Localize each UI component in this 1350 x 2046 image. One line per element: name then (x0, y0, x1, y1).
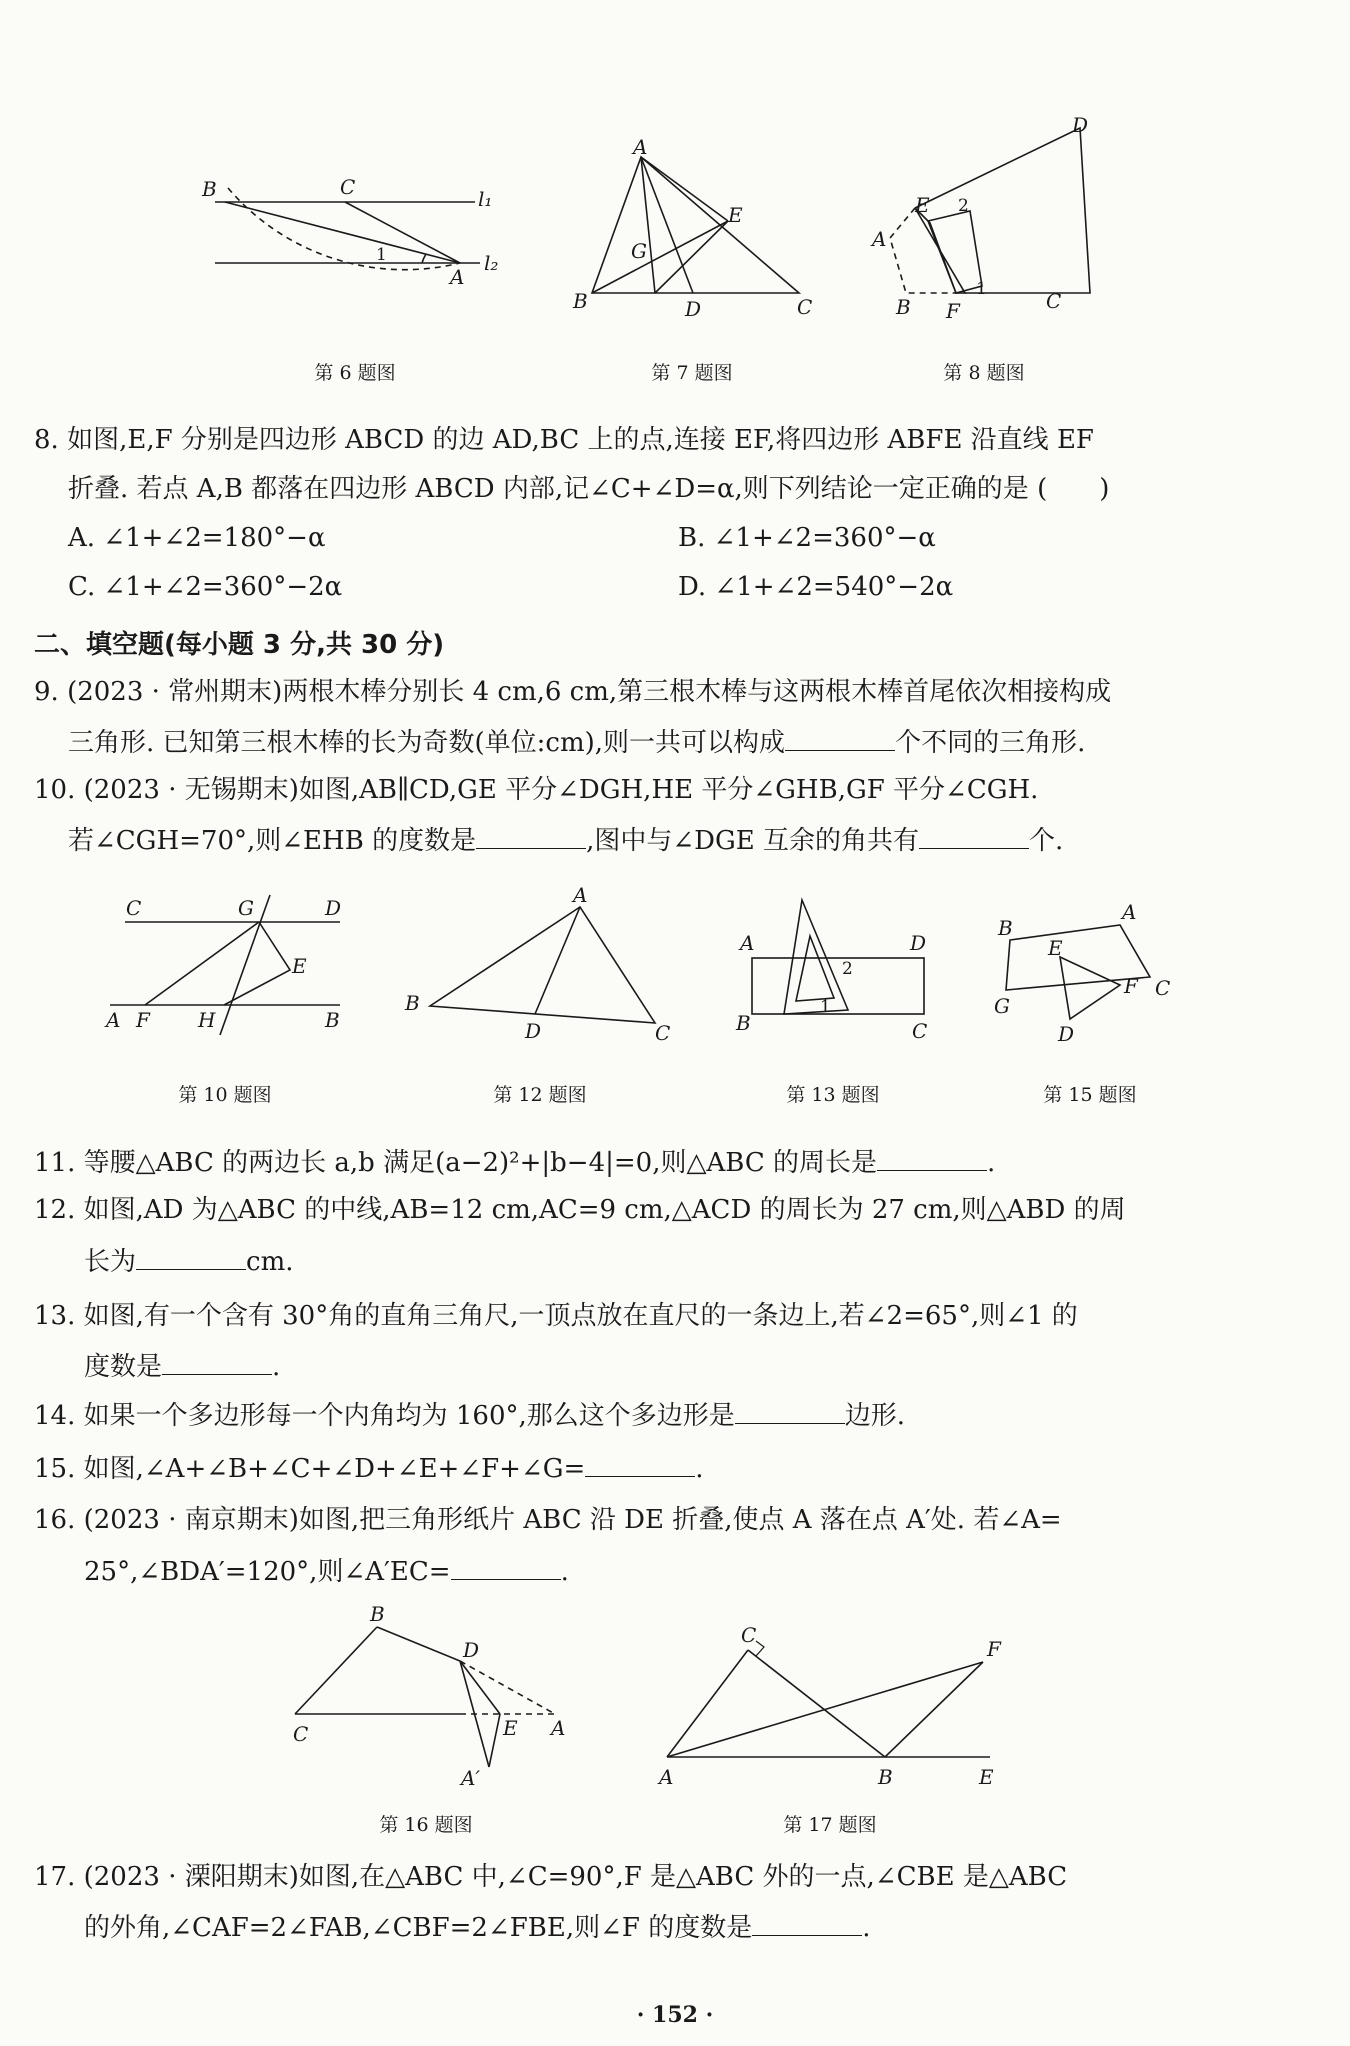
q15-text-a: 15. 如图,∠A+∠B+∠C+∠D+∠E+∠F+∠G= (34, 1454, 586, 1484)
figure-6-diagram (190, 160, 530, 350)
figure-6 (190, 160, 530, 350)
question-8-option-b: B. ∠1+∠2=360°−α (678, 523, 936, 553)
f12-label-C: C (655, 1021, 671, 1045)
q15-text-b: . (695, 1454, 704, 1484)
question-16-line-1: 16. (2023 · 南京期末)如图,把三角形纸片 ABC 沿 DE 折叠,使点 A 落在点 A′处. 若∠A= (34, 1505, 1062, 1535)
q12-answer-blank[interactable] (136, 1243, 246, 1270)
q17-answer-blank[interactable] (752, 1909, 862, 1936)
question-10-line-2 (68, 822, 1063, 858)
figure-16-diagram (285, 1602, 595, 1790)
figure-6-caption: 第 6 题图 (314, 362, 396, 384)
q11-text-a: 11. 等腰△ABC 的两边长 a,b 满足(a−2)²+|b−4|=0,则△ABC 的周长是 (34, 1148, 877, 1178)
figure-16-caption: 第 16 题图 (379, 1814, 473, 1836)
q14-answer-blank[interactable] (735, 1397, 845, 1424)
f16-label-E: E (503, 1716, 518, 1740)
question-15 (34, 1450, 704, 1486)
q13-text-a: 度数是 (84, 1352, 163, 1382)
page-number: · 152 · (636, 2002, 714, 2028)
question-10-line-1: 10. (2023 · 无锡期末)如图,AB∥CD,GE 平分∠DGH,HE 平分∠GHB,GF 平分∠CGH. (34, 775, 1039, 805)
f17-label-E: E (979, 1765, 994, 1789)
f10-label-F: F (136, 1008, 150, 1032)
question-13-line-2 (84, 1348, 280, 1384)
q9-text-b: 个不同的三角形. (895, 728, 1086, 758)
figure-17 (655, 1620, 1025, 1795)
q13-text-b: . (272, 1352, 281, 1382)
f13-label-A: A (740, 931, 755, 955)
question-8-line-2: 折叠. 若点 A,B 都落在四边形 ABCD 内部,记∠C+∠D=α,则下列结论一定正确的是 ( ) (68, 474, 1110, 504)
f6-label-B: B (202, 177, 217, 201)
f16-label-B: B (370, 1602, 385, 1626)
f8-label-C: C (1046, 289, 1062, 313)
f6-label-C: C (340, 175, 356, 199)
q10-text-a: 若∠CGH=70°,则∠EHB 的度数是 (68, 826, 477, 856)
q14-text-a: 14. 如果一个多边形每一个内角均为 160°,那么这个多边形是 (34, 1401, 735, 1431)
f7-label-E: E (728, 203, 743, 227)
f8-label-2: 2 (958, 196, 969, 216)
q12-text-b: cm. (246, 1247, 294, 1277)
figure-12-caption: 第 12 题图 (493, 1084, 587, 1106)
f13-label-2: 2 (842, 959, 853, 979)
f12-label-B: B (405, 991, 420, 1015)
section-2-title: 二、填空题(每小题 3 分,共 30 分) (34, 630, 445, 660)
f17-label-F: F (987, 1637, 1001, 1661)
figure-13-caption: 第 13 题图 (786, 1084, 880, 1106)
f7-label-D: D (685, 297, 702, 321)
f7-label-G: G (631, 239, 647, 263)
question-11 (34, 1144, 995, 1180)
f10-label-E: E (292, 954, 307, 978)
f13-label-D: D (910, 931, 927, 955)
figure-13 (730, 890, 950, 1043)
question-8-option-a: A. ∠1+∠2=180°−α (68, 523, 326, 553)
q10-answer-blank-1[interactable] (476, 822, 586, 849)
f10-label-B: B (325, 1008, 340, 1032)
f8-label-1: 1 (976, 279, 987, 299)
f6-label-l2: l₂ (484, 251, 499, 275)
q17-text-b: . (862, 1913, 871, 1943)
f10-label-G: G (238, 896, 254, 920)
figure-12-diagram (395, 880, 685, 1045)
f6-label-l1: l₁ (478, 187, 493, 211)
figure-10-caption: 第 10 题图 (178, 1084, 272, 1106)
question-14 (34, 1397, 905, 1433)
q11-answer-blank[interactable] (877, 1144, 987, 1171)
f13-label-B: B (736, 1011, 751, 1035)
figure-12 (395, 880, 685, 1045)
f8-label-E: E (915, 193, 930, 217)
figure-15-caption: 第 15 题图 (1043, 1084, 1137, 1106)
f7-label-A: A (633, 135, 648, 159)
question-8-option-c: C. ∠1+∠2=360°−2α (68, 572, 343, 602)
f15-label-G: G (994, 994, 1010, 1018)
figure-10 (100, 885, 360, 1035)
question-9-line-2 (68, 724, 1085, 760)
figure-8-diagram (870, 113, 1110, 328)
f13-label-1: 1 (820, 997, 831, 1017)
f15-label-E: E (1048, 936, 1063, 960)
f17-label-C: C (741, 1623, 757, 1647)
f10-label-H: H (198, 1008, 216, 1032)
f13-label-C: C (912, 1019, 928, 1043)
f15-label-F: F (1124, 974, 1138, 998)
q10-text-b: ,图中与∠DGE 互余的角共有 (586, 826, 919, 856)
f8-label-B: B (896, 295, 911, 319)
figure-7-diagram (565, 135, 835, 330)
q10-answer-blank-2[interactable] (919, 822, 1029, 849)
figure-15 (990, 895, 1200, 1045)
f17-label-B: B (878, 1765, 893, 1789)
figure-10-diagram (100, 885, 360, 1035)
figure-13-diagram (730, 890, 950, 1043)
q16-text-b: . (560, 1557, 569, 1587)
question-8-option-d: D. ∠1+∠2=540°−2α (678, 572, 954, 602)
q12-text-a: 长为 (84, 1247, 137, 1277)
question-16-line-2 (84, 1553, 569, 1589)
figure-7 (565, 135, 835, 330)
figure-16 (285, 1602, 595, 1790)
figure-7-caption: 第 7 题图 (651, 362, 733, 384)
f8-label-D: D (1072, 113, 1089, 137)
figure-15-diagram (990, 895, 1200, 1045)
figure-17-diagram (655, 1620, 1025, 1795)
f17-label-A: A (659, 1765, 674, 1789)
figure-8 (870, 113, 1110, 328)
q14-text-b: 边形. (844, 1401, 906, 1431)
f8-label-A: A (872, 227, 887, 251)
q16-text-a: 25°,∠BDA′=120°,则∠A′EC= (84, 1557, 451, 1587)
f16-label-C: C (293, 1722, 309, 1746)
f16-label-D: D (463, 1638, 480, 1662)
q9-answer-blank[interactable] (785, 724, 895, 751)
question-12-line-1: 12. 如图,AD 为△ABC 的中线,AB=12 cm,AC=9 cm,△ACD 的周长为 27 cm,则△ABD 的周 (34, 1195, 1126, 1225)
f12-label-A: A (573, 883, 588, 907)
f12-label-D: D (525, 1019, 542, 1043)
q13-answer-blank[interactable] (162, 1348, 272, 1375)
f8-label-F: F (946, 299, 960, 323)
f10-label-A: A (106, 1008, 121, 1032)
f6-label-1: 1 (376, 245, 387, 265)
question-17-line-1: 17. (2023 · 溧阳期末)如图,在△ABC 中,∠C=90°,F 是△ABC 外的一点,∠CBE 是△ABC (34, 1862, 1068, 1892)
q16-answer-blank[interactable] (451, 1553, 561, 1580)
f10-label-C: C (126, 896, 142, 920)
f15-label-D: D (1058, 1022, 1075, 1046)
f15-label-C: C (1155, 976, 1171, 1000)
f7-label-B: B (573, 289, 588, 313)
q15-answer-blank[interactable] (585, 1450, 695, 1477)
q11-text-b: . (987, 1148, 996, 1178)
f16-label-A-prime: A′ (461, 1766, 480, 1790)
q17-text-a: 的外角,∠CAF=2∠FAB,∠CBF=2∠FBE,则∠F 的度数是 (84, 1913, 753, 1943)
question-17-line-2 (84, 1909, 870, 1945)
question-12-line-2 (84, 1243, 294, 1279)
figure-17-caption: 第 17 题图 (783, 1814, 877, 1836)
f16-label-A: A (551, 1716, 566, 1740)
question-13-line-1: 13. 如图,有一个含有 30°角的直角三角尺,一顶点放在直尺的一条边上,若∠2=65°,则∠1 的 (34, 1301, 1078, 1331)
f15-label-A: B (998, 916, 1013, 940)
f7-label-C: C (797, 295, 813, 319)
question-8-line-1: 8. 如图,E,F 分别是四边形 ABCD 的边 AD,BC 上的点,连接 EF,将四边形 ABFE 沿直线 EF (34, 425, 1094, 455)
q10-text-c: 个. (1029, 826, 1064, 856)
question-9-line-1: 9. (2023 · 常州期末)两根木棒分别长 4 cm,6 cm,第三根木棒与这两根木棒首尾依次相接构成 (34, 677, 1112, 707)
q9-text-a: 三角形. 已知第三根木棒的长为奇数(单位:cm),则一共可以构成 (68, 728, 786, 758)
f6-label-A: A (450, 265, 465, 289)
figure-8-caption: 第 8 题图 (943, 362, 1025, 384)
f15-label-B: A (1122, 900, 1137, 924)
f10-label-D: D (325, 896, 342, 920)
